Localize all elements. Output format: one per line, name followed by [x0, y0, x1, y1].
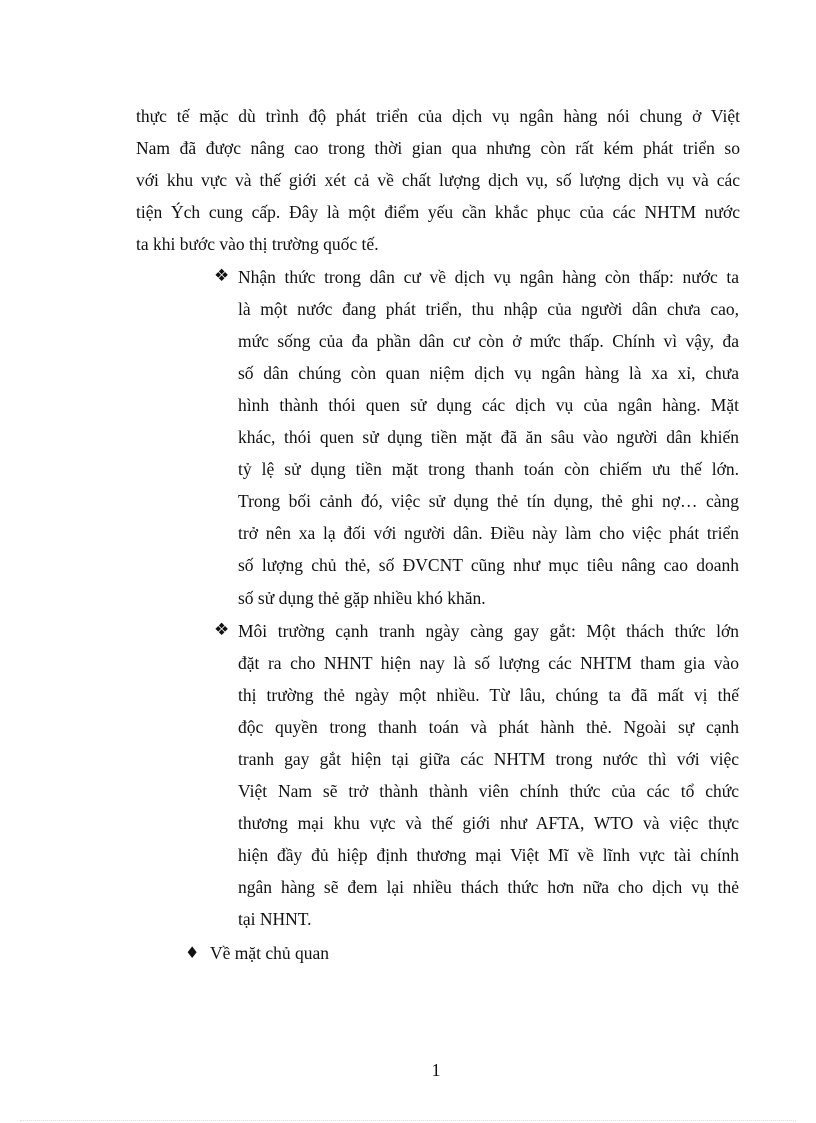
- paragraph-line: tiện Ých cung cấp. Đây là một điểm yếu cần khắc phục của các NHTM nước: [136, 202, 740, 222]
- bullet-line: hình thành thói quen sử dụng các dịch vụ của ngân hàng. Mặt: [238, 395, 739, 415]
- bullet-line: trở nên xa lạ đối với người dân. Điều này làm cho việc phát triển: [238, 523, 739, 543]
- subheading-text: Về mặt chủ quan: [210, 943, 330, 963]
- bullet-line: độc quyền trong thanh toán và phát hành thẻ. Ngoài sự cạnh: [238, 717, 739, 737]
- bullet-line: số sử dụng thẻ gặp nhiều khó khăn.: [238, 588, 486, 608]
- bullet-line: khác, thói quen sử dụng tiền mặt đã ăn sâu vào người dân khiến: [238, 427, 739, 447]
- paragraph-line: Nam đã được nâng cao trong thời gian qua nhưng còn rất kém phát triển so: [136, 138, 740, 158]
- bullet-line: đặt ra cho NHNT hiện nay là số lượng các NHTM tham gia vào: [238, 653, 739, 673]
- bullet-line: tranh gay gắt hiện tại giữa các NHTM trong nước thì với việc: [238, 749, 739, 769]
- bullet-line: số lượng chủ thẻ, số ĐVCNT cũng như mục tiêu nâng cao doanh: [238, 555, 739, 575]
- bullet-line: Trong bối cảnh đó, việc sử dụng thẻ tín dụng, thẻ ghi nợ… càng: [238, 491, 739, 511]
- bullet-line: số dân chúng còn quan niệm dịch vụ ngân hàng là xa xỉ, chưa: [238, 363, 739, 383]
- bullet-line: mức sống của đa phần dân cư còn ở mức thấp. Chính vì vậy, đa: [238, 331, 739, 351]
- bullet-line: Việt Nam sẽ trở thành thành viên chính thức của các tổ chức: [238, 781, 739, 801]
- bullet-line: Môi trường cạnh tranh ngày càng gay gắt: Một thách thức lớn: [238, 621, 739, 641]
- bullet-line: tại NHNT.: [238, 909, 312, 929]
- bullet-line: ngân hàng sẽ đem lại nhiều thách thức hơn nữa cho dịch vụ thẻ: [238, 877, 739, 897]
- paragraph-line: ta khi bước vào thị trường quốc tế.: [136, 234, 379, 254]
- bullet-line: là một nước đang phát triển, thu nhập của người dân chưa cao,: [238, 299, 739, 319]
- small-diamond-bullet-icon: ♦: [185, 943, 200, 962]
- diamond-bullet-icon: ❖: [214, 266, 230, 286]
- paragraph-line: với khu vực và thế giới xét cả về chất lượng dịch vụ, số lượng dịch vụ và các: [136, 170, 740, 190]
- bullet-line: Nhận thức trong dân cư về dịch vụ ngân hàng còn thấp: nước ta: [238, 267, 739, 287]
- paragraph-line: thực tế mặc dù trình độ phát triển của dịch vụ ngân hàng nói chung ở Việt: [136, 106, 740, 126]
- bullet-line: thương mại khu vực và thế giới như AFTA, WTO và việc thực: [238, 813, 739, 833]
- diamond-bullet-icon: ❖: [214, 620, 230, 640]
- bullet-line: thị trường thẻ ngày một nhiều. Từ lâu, chúng ta đã mất vị thế: [238, 685, 739, 705]
- bullet-line: tỷ lệ sử dụng tiền mặt trong thanh toán còn chiếm ưu thế lớn.: [238, 459, 739, 479]
- footer-divider: [20, 1120, 796, 1121]
- bullet-line: hiện đầy đủ hiệp định thương mại Việt Mĩ về lĩnh vực tài chính: [238, 845, 739, 865]
- page-number: 1: [431, 1060, 441, 1080]
